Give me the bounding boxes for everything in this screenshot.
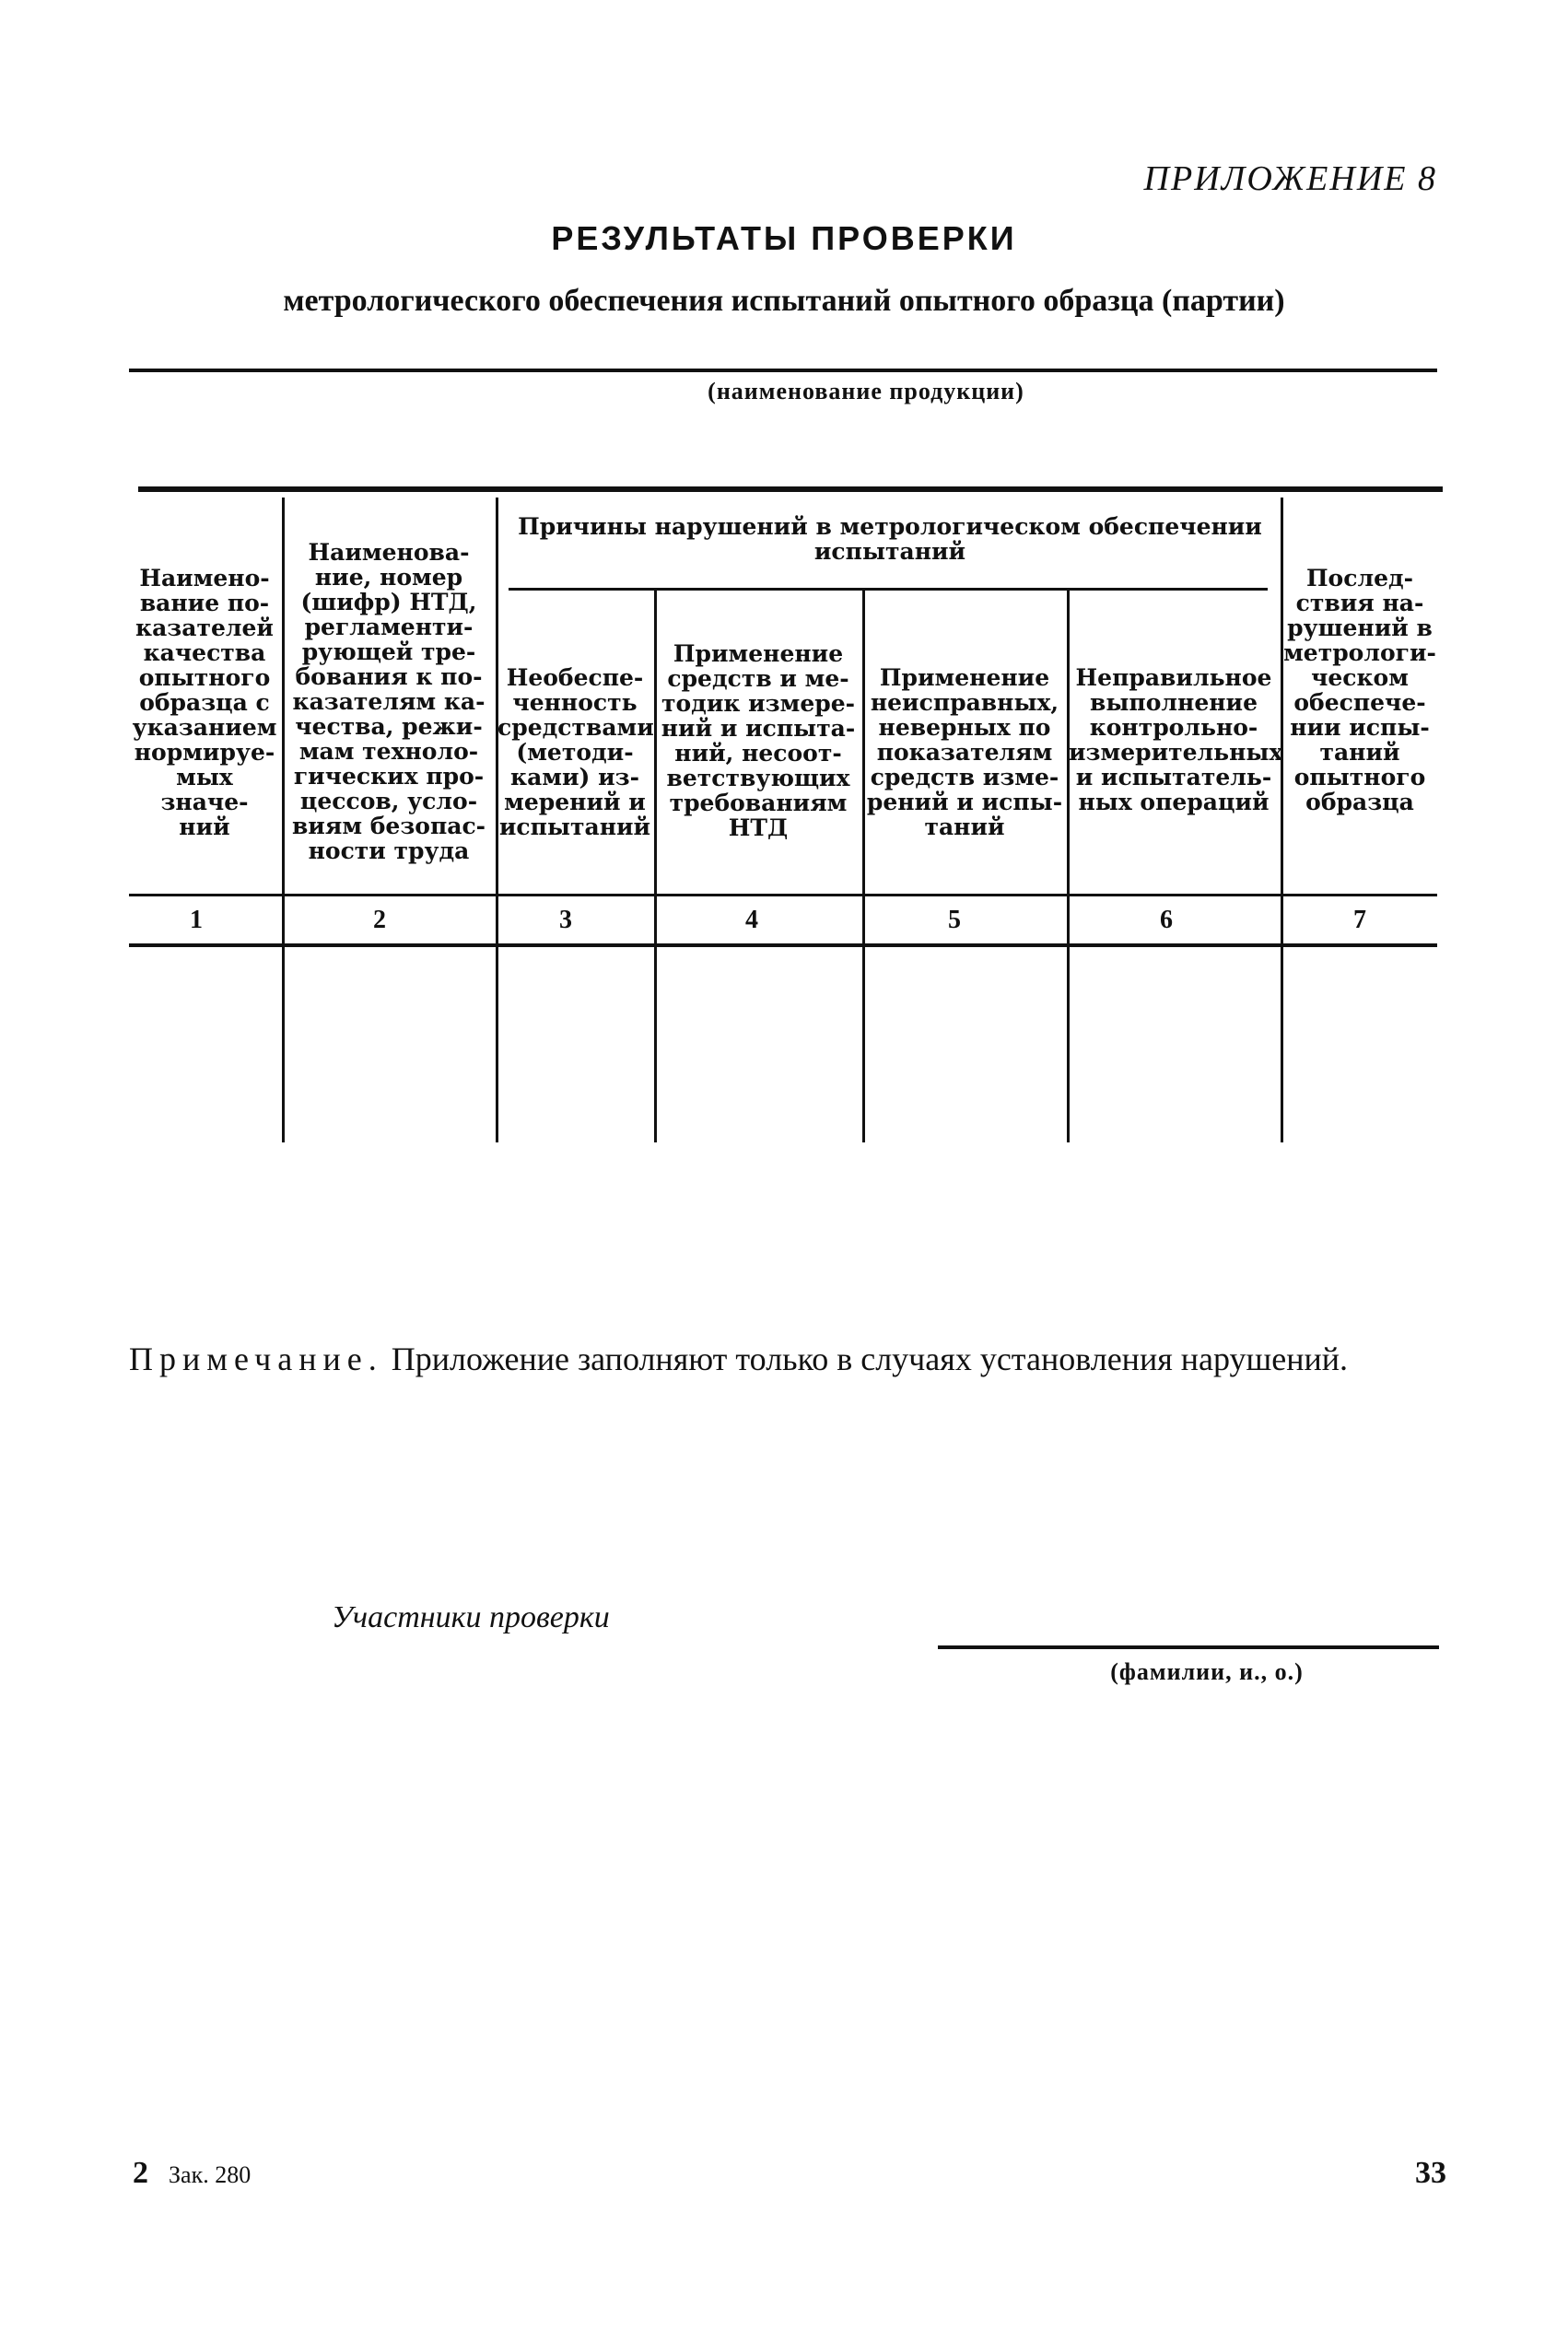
page-number: 33 bbox=[1415, 2156, 1446, 2190]
column-number-6: 6 bbox=[1160, 906, 1173, 934]
note bbox=[129, 1338, 1437, 1380]
product-name-caption: (наименование продукции) bbox=[708, 378, 1024, 404]
product-name-line[interactable] bbox=[129, 369, 1437, 372]
table-top-border bbox=[138, 486, 1443, 492]
group-header: Причины нарушений в метрологическом обеспечении испытаний bbox=[518, 513, 1262, 565]
column-number-2: 2 bbox=[373, 906, 386, 934]
note-lead: Примечание. bbox=[129, 1341, 383, 1377]
page-title: РЕЗУЛЬТАТЫ ПРОВЕРКИ bbox=[551, 219, 1017, 257]
column-header-5: Применение неисправных, неверных по показателям средств изме- рений и испы- таний bbox=[866, 664, 1063, 840]
participants-label: Участники проверки bbox=[332, 1600, 610, 1634]
footer-left bbox=[133, 2156, 251, 2191]
group-header-underline bbox=[509, 588, 1268, 591]
header-bottom-border bbox=[129, 894, 1437, 896]
column-number-1: 1 bbox=[190, 906, 203, 934]
order-number: Зак. 280 bbox=[169, 2161, 252, 2188]
signature-caption: (фамилии, и., о.) bbox=[1110, 1658, 1304, 1685]
appendix-label: ПРИЛОЖЕНИЕ 8 bbox=[1143, 159, 1437, 198]
page-subtitle: метрологического обеспечения испытаний опытного образца (партии) bbox=[283, 284, 1285, 318]
column-number-4: 4 bbox=[745, 906, 758, 934]
column-number-3: 3 bbox=[559, 906, 572, 934]
sheet-number: 2 bbox=[133, 2156, 148, 2190]
column-header-4: Применение средств и ме- тодик измере- ний и испыта- ний, несоот- ветствующих требованиям НТД bbox=[661, 640, 856, 841]
number-row-bottom-border bbox=[129, 943, 1437, 947]
column-number-7: 7 bbox=[1353, 906, 1366, 934]
signature-line[interactable] bbox=[938, 1645, 1439, 1649]
column-header-7: Послед- ствия на- рушений в метрологи- ческом обеспече- нии испы- таний опытного образца bbox=[1283, 565, 1436, 815]
column-header-1: Наимено- вание по- казателей качества опытного образца с указанием нормируе- мых значе- ний bbox=[132, 565, 277, 840]
table-body-row[interactable] bbox=[138, 953, 1437, 1141]
note-text: Приложение заполняют только в случаях установления нарушений. bbox=[391, 1341, 1349, 1377]
column-number-5: 5 bbox=[948, 906, 961, 934]
column-header-6: Неправильное выполнение контрольно- измерительных и испытатель- ных операций bbox=[1069, 664, 1283, 815]
column-header-3: Необеспе- ченность средствами (методи- ками) из- мерений и испытаний bbox=[497, 664, 654, 840]
column-header-2: Наименова- ние, номер (шифр) НТД, регламенти- рующей тре- бования к по- казателям ка- чества, режи- мам техноло- гических про- цессов, усло- виям безопас- ности труда bbox=[291, 539, 486, 864]
